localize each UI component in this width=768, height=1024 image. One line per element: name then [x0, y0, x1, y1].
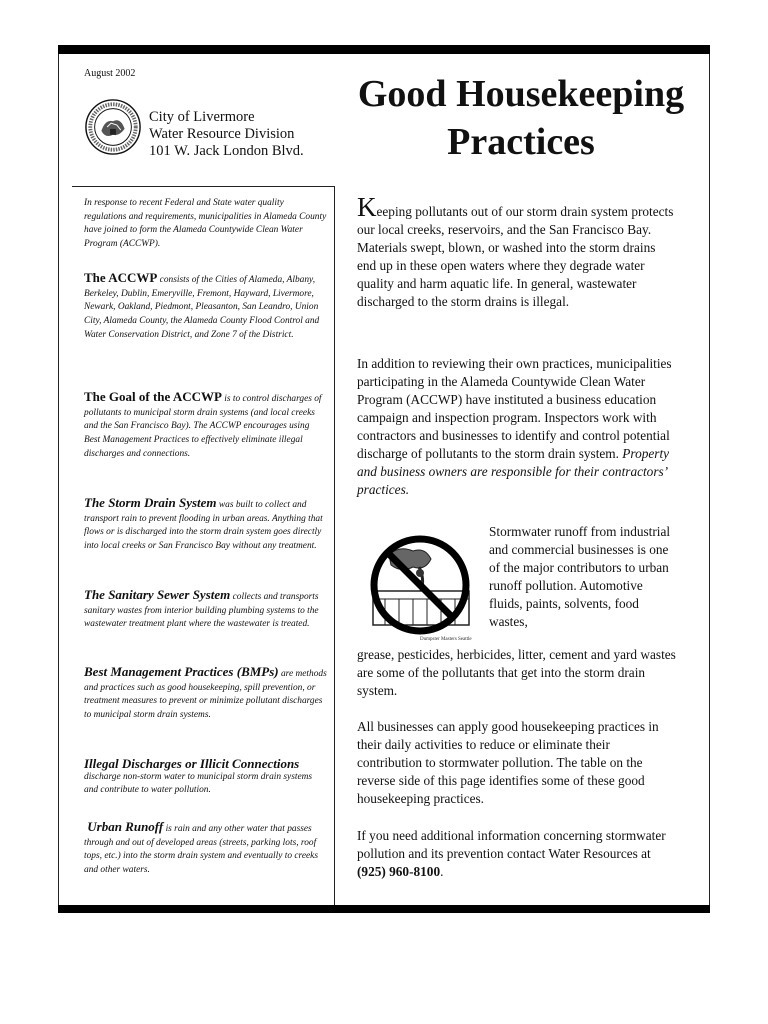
section-body: is to control discharges of pollutants to municipal storm drain systems (and local creeks and the San Francisco Bay). The ACCWP encourages using Best Management Practices to effectively eliminate illegal discharges and connections. [84, 394, 322, 459]
main-paragraph-3b [357, 646, 677, 700]
column-divider [334, 186, 335, 905]
paragraph-emphasis: Property and business owners are responsible for their contractors’ practices. [357, 446, 670, 497]
sidebar-section-accwp [84, 271, 327, 343]
section-heading: Illegal Discharges or Illicit Connections [84, 756, 300, 771]
section-heading: The Goal of the ACCWP [84, 389, 222, 404]
street-address: 101 W. Jack London Blvd. [149, 143, 304, 159]
sidebar-top-rule [72, 186, 335, 187]
paragraph-text: eeping pollutants out of our storm drain system protects our local creeks, reservoirs, and the San Francisco Bay. Materials swept, blown, or washed into the storm drains end up in these open waters where they degrade water quality and harm aquatic life. In general, wastewater discharged to the storm drains is illegal. [357, 204, 674, 309]
sidebar-section-illegal-discharges [84, 757, 327, 798]
main-paragraph-5 [357, 827, 677, 881]
section-heading: Urban Runoff [84, 819, 164, 834]
city-address [149, 109, 304, 160]
sidebar-section-goal [84, 390, 327, 462]
paragraph-end: . [440, 864, 444, 879]
drop-cap: K [357, 192, 377, 222]
bottom-rule [58, 905, 710, 913]
figure-caption: Dumpster Masters Seattle [420, 637, 472, 642]
section-heading: Best Management Practices (BMPs) [84, 664, 279, 679]
paragraph-text: In addition to reviewing their own practices, municipalities participating in the Alameda Countywide Clean Water Program (ACCWP) have instituted a business education campaign and inspection program. Inspectors work with contractors and businesses to identify and control potential discharge of pollutants to the storm drain system. [357, 356, 672, 461]
paragraph-text: grease, pesticides, herbicides, litter, cement and yard wastes are some of the pollutants that get into the storm drain system. [357, 647, 676, 698]
city-seal-logo [84, 98, 142, 156]
paragraph-text: Stormwater runoff from industrial and commercial businesses is one of the major contributors to urban runoff pollution. Automotive fluids, paints, solvents, food wastes, [489, 524, 671, 629]
section-heading: The Storm Drain System [84, 495, 217, 510]
section-body: is rain and any other water that passes through and out of developed areas (streets, parking lots, roof tops, etc.) into the storm drain system and eventually to creeks and other waters. [84, 824, 318, 876]
phone-number: (925) 960-8100 [357, 864, 441, 879]
sidebar-section-storm-drain [84, 496, 327, 554]
sidebar-section-sanitary-sewer [84, 588, 327, 632]
sidebar-section-bmps [84, 665, 327, 723]
main-paragraph-1 [357, 192, 677, 311]
city-name: City of Livermore [149, 109, 255, 125]
section-body: consists of the Cities of Alameda, Albany, Berkeley, Dublin, Emeryville, Fremont, Hayward, Livermore, Newark, Oakland, Piedmont, Pleasanton, San Leandro, Union City, Alameda County, the Alameda County Flood Control and Water Conservation District, and Zone 7 of the District. [84, 275, 320, 340]
main-paragraph-3a [489, 523, 679, 631]
section-body: collects and transports sanitary wastes from interior building plumbing systems to the wastewater treatment plant where the wastewater is treated. [84, 592, 319, 630]
top-rule [58, 45, 710, 54]
division-name: Water Resource Division [149, 126, 295, 142]
section-heading: The Sanitary Sewer System [84, 587, 231, 602]
sidebar-section-urban-runoff [84, 820, 327, 878]
paragraph-text: If you need additional information concerning stormwater pollution and its prevention contact Water Resources at [357, 828, 666, 861]
section-body: was built to collect and transport rain to prevent flooding in urban areas. Anything that flows or is discharged into the storm drain system goes directly into local creeks or San Francisco Bay without any treatment. [84, 500, 323, 552]
main-paragraph-4 [357, 718, 677, 808]
section-body: are methods and practices such as good housekeeping, spill prevention, or treatment measures to prevent or minimize pollutant discharges to municipal storm drain systems. [84, 669, 327, 721]
main-paragraph-2 [357, 355, 677, 499]
no-dumping-illustration [359, 533, 481, 645]
paragraph-text: All businesses can apply good housekeeping practices in their daily activities to reduce or eliminate their contribution to stormwater pollution. The table on the reverse side of this page identifies some of these good housekeeping practices. [357, 719, 659, 806]
right-border [709, 54, 710, 905]
title-line-1: Good Housekeeping [357, 73, 685, 115]
issue-date: August 2002 [84, 68, 136, 79]
intro-text: In response to recent Federal and State water quality regulations and requirements, municipalities in Alameda County have joined to form the Alameda Countywide Clean Water Program (ACCWP). [84, 198, 327, 250]
section-heading: The ACCWP [84, 270, 158, 285]
section-body: discharge non-storm water to municipal storm drain systems and contribute to water pollution. [84, 771, 313, 796]
left-border [58, 54, 59, 905]
title-line-2: Practices [447, 121, 595, 163]
sidebar-intro [84, 197, 327, 252]
page-title [340, 70, 702, 166]
